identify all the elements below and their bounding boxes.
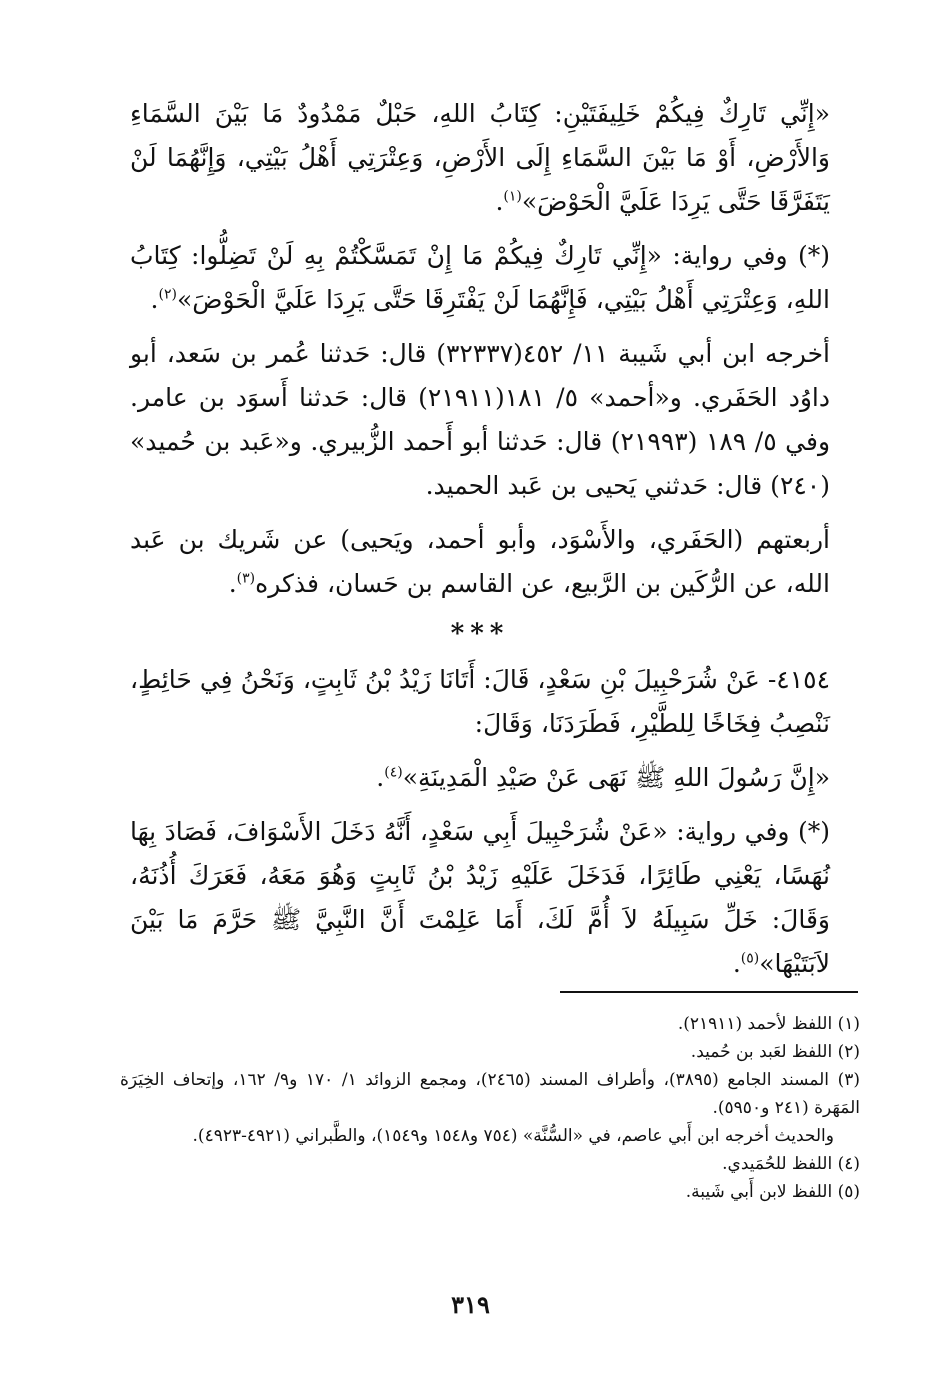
takhrij-paragraph [130, 332, 830, 508]
paragraph-text: «إِنَّ رَسُولَ اللهِ ﷺ نَهَى عَنْ صَيْدِ الْمَدِينَةِ» [402, 763, 830, 792]
main-text-body [130, 92, 830, 996]
footnote-continuation: والحديث أخرجه ابن أَبي عاصم، في «السُّنَّة» (٧٥٤ و١٥٤٨ و١٥٤٩)، والطَّبراني (٤٩٢١-٤٩٢٣). [192, 1126, 834, 1146]
paragraph-text: (*) وفي رواية: «عَنْ شُرَحْبِيلَ أَبِي سَعْدٍ، أَنَّهُ دَخَلَ الأَسْوَافَ، فَصَادَ بِهَا نُهَسًا، يَعْنِي طَائِرًا، فَدَخَلَ عَلَيْهِ زَيْدُ بْنُ ثَابِتٍ وَهُوَ مَعَهُ، فَعَرَكَ أُذُنَهُ، وَقَالَ: خَلِّ سَبِيلَهُ لاَ أُمَّ لَكَ، أَمَا عَلِمْتَ أَنَّ النَّبِيَّ ﷺ حَرَّمَ مَا بَيْنَ لاَبَتَيْهَا» [130, 817, 830, 978]
footnote-reference[interactable]: (٥) [740, 950, 760, 967]
riwaya-paragraph [130, 810, 830, 986]
footnote-item: (٢) اللفظ لعَبد بن حُميد. [690, 1042, 860, 1062]
paragraph-tail: . [150, 285, 159, 314]
footnote-item: (٥) اللفظ لابن أَبي شَيبة. [685, 1182, 860, 1202]
isnad-paragraph [130, 518, 830, 606]
paragraph-tail: . [228, 569, 237, 598]
paragraph-text: ٤١٥٤- عَنْ شُرَحْبِيلَ بْنِ سَعْدٍ، قَالَ: أَتَانَا زَيْدُ بْنُ ثَابِتٍ، وَنَحْنُ فِي حَائِطٍ، نَنْصِبُ فِخَاخًا لِلطَّيْرِ، فَطَرَدَنَا، وَقَالَ: [130, 665, 830, 738]
hadith-quote-paragraph [130, 756, 830, 800]
hadith-text-paragraph [130, 92, 830, 224]
riwaya-paragraph [130, 234, 830, 322]
footnote-item: (٤) اللفظ للحُمَيدي. [722, 1154, 860, 1174]
footnote-reference[interactable]: (٣) [236, 570, 256, 587]
footnotes-section [120, 1010, 860, 1206]
footnote-separator-rule [560, 991, 858, 993]
footnote-reference[interactable]: (٢) [158, 286, 177, 303]
paragraph-text: أربعتهم (الحَفَري، والأَسْوَد، وأبو أحمد، ويَحيى) عن شَريك بن عَبد الله، عن الرُّكَين بن الرَّبيع، عن القاسم بن حَسان، فذكره [130, 525, 830, 598]
footnote-reference[interactable]: (٤) [384, 764, 403, 781]
paragraph-text: (*) وفي رواية: «إِنِّي تَارِكٌ فِيكُمْ مَا إِنْ تَمَسَّكْتُمْ بِهِ لَنْ تَضِلُّوا: كِتَابُ اللهِ، وَعِتْرَتِي أَهْلُ بَيْتِي، فَإِنَّهُمَا لَنْ يَفْتَرِقَا حَتَّى يَرِدَا عَلَيَّ الْحَوْضَ» [130, 241, 830, 314]
paragraph-tail: . [732, 949, 741, 978]
paragraph-tail: . [495, 187, 504, 216]
footnote-item: (١) اللفظ لأحمد (٢١٩١١). [677, 1014, 860, 1034]
paragraph-tail: . [376, 763, 385, 792]
footnote-item: (٣) المسند الجامع (٣٨٩٥)، وأطراف المسند (٢٤٦٥)، ومجمع الزوائد ١/ ١٧٠ و٩/ ١٦٢، وإتحاف الخِيَرَة المَهَرة (٢٤١ و٥٩٥٠). [120, 1070, 860, 1118]
footnote-reference[interactable]: (١) [503, 188, 522, 205]
section-divider: *** [450, 619, 510, 649]
hadith-heading-paragraph [130, 658, 830, 746]
paragraph-text: «إِنِّي تَارِكٌ فِيكُمْ خَلِيفَتَيْنِ: كِتَابُ اللهِ، حَبْلٌ مَمْدُودٌ مَا بَيْنَ السَّمَاءِ وَالأَرْضِ، أَوْ مَا بَيْنَ السَّمَاءِ إِلَى الأَرْضِ، وَعِتْرَتِي أَهْلُ بَيْتِي، وَإِنَّهُمَا لَنْ يَتَفَرَّقَا حَتَّى يَرِدَا عَلَيَّ الْحَوْضَ» [130, 99, 830, 216]
page-number: ٣١٩ [451, 1290, 490, 1319]
paragraph-text: أخرجه ابن أبي شَيبة ١١/ ٤٥٢(٣٢٣٣٧) قال: حَدثنا عُمر بن سَعد، أبو داوُد الحَفَري. و«أحمد» ٥/ ١٨١(٢١٩١١) قال: حَدثنا أَسوَد بن عامر. وفي ٥/ ١٨٩ (٢١٩٩٣) قال: حَدثنا أبو أَحمد الزُّبيري. و«عَبد بن حُميد» (٢٤٠) قال: حَدثني يَحيى بن عَبد الحميد. [130, 339, 831, 500]
